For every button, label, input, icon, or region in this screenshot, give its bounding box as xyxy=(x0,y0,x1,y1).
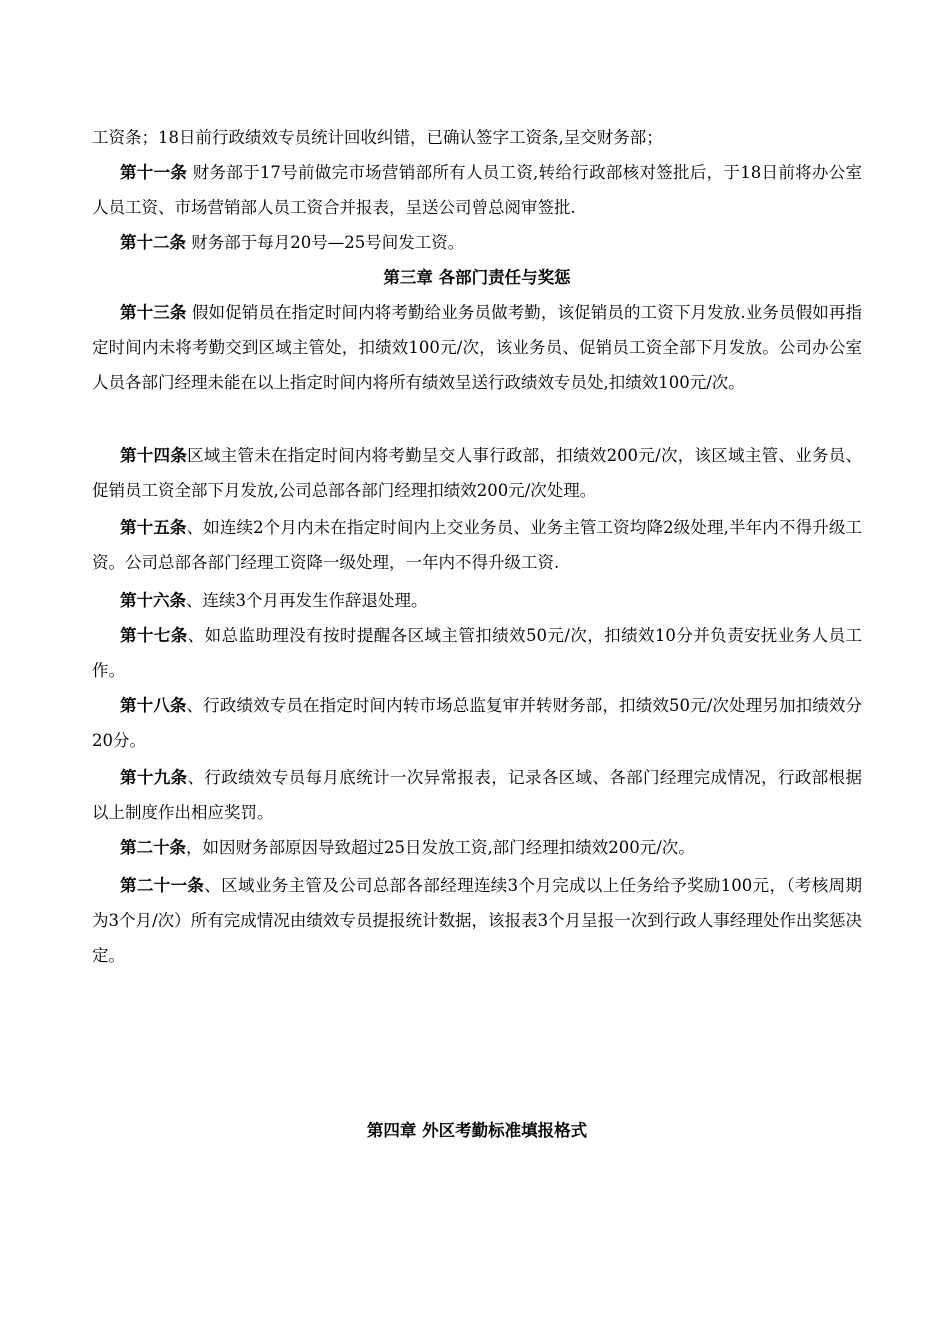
article-label: 第二十一条 xyxy=(120,876,205,895)
chapter-3-heading: 第三章 各部门责任与奖惩 xyxy=(383,268,571,287)
article-label: 第十三条 xyxy=(120,303,187,322)
article-label: 第十九条 xyxy=(120,768,188,787)
article-19 xyxy=(92,760,862,830)
article-text: 、行政绩效专员每月底统计一次异常报表，记录各区域、各部门经理完成情况，行政部根据以上制度作出相应奖罚。 xyxy=(92,768,863,822)
article-18 xyxy=(92,688,862,758)
article-label: 第二十条 xyxy=(120,838,186,857)
paragraph-continuation xyxy=(92,120,862,155)
article-text: 假如促销员在指定时间内将考勤给业务员做考勤，该促销员的工资下月发放.业务员假如再指定时间内未将考勤交到区域主管处，扣绩效100元/次，该业务员、促销员工资全部下月发放。公司办公室人员各部门经理未能在以上指定时间内将所有绩效呈送行政绩效专员处,扣绩效100元/次。 xyxy=(92,303,863,392)
article-text: 、区域业务主管及公司总部各部经理连续3个月完成以上任务给予奖励100元，（考核周期为3个月/次）所有完成情况由绩效专员提报统计数据，该报表3个月呈报一次到行政人事经理处作出奖惩决定。 xyxy=(92,876,862,965)
article-text: 、连续3个月再发生作辞退处理。 xyxy=(186,591,428,610)
article-12 xyxy=(92,225,862,260)
article-20 xyxy=(92,830,862,865)
article-label: 第十七条 xyxy=(120,626,188,645)
chapter-4-heading: 第四章 外区考勤标准填报格式 xyxy=(366,1121,588,1140)
article-label: 第十二条 xyxy=(120,233,186,252)
article-13 xyxy=(92,295,862,400)
article-21 xyxy=(92,868,862,973)
article-text: 财务部于每月20号—25号间发工资。 xyxy=(186,233,465,252)
article-text: 、如总监助理没有按时提醒各区域主管扣绩效50元/次，扣绩效10分并负责安抚业务人员工作。 xyxy=(92,626,862,680)
article-label: 第十一条 xyxy=(120,163,188,182)
article-text: 财务部于17号前做完市场营销部所有人员工资,转给行政部核对签批后，于18日前将办公室人员工资、市场营销部人员工资合并报表，呈送公司曾总阅审签批. xyxy=(92,163,863,217)
article-text: 、如连续2个月内未在指定时间内上交业务员、业务主管工资均降2级处理,半年内不得升级工资。公司总部各部门经理工资降一级处理，一年内不得升级工资. xyxy=(92,518,862,572)
paragraph-text: 工资条；18日前行政绩效专员统计回收纠错，已确认签字工资条,呈交财务部； xyxy=(92,128,663,147)
article-15 xyxy=(92,510,862,580)
article-text: 、行政绩效专员在指定时间内转市场总监复审并转财务部，扣绩效50元/次处理另加扣绩效分20分。 xyxy=(92,696,862,750)
article-label: 第十八条 xyxy=(120,696,187,715)
article-text: 区域主管未在指定时间内将考勤呈交人事行政部，扣绩效200元/次，该区域主管、业务员、促销员工资全部下月发放,公司总部各部门经理扣绩效200元/次处理。 xyxy=(92,446,863,500)
article-label: 第十六条 xyxy=(120,591,186,610)
article-16 xyxy=(92,583,862,618)
article-11 xyxy=(92,155,862,225)
article-label: 第十四条 xyxy=(120,446,188,465)
article-label: 第十五条 xyxy=(120,518,187,537)
article-14 xyxy=(92,438,862,508)
article-text: ，如因财务部原因导致超过25日发放工资,部门经理扣绩效200元/次。 xyxy=(186,838,695,857)
article-17 xyxy=(92,618,862,688)
